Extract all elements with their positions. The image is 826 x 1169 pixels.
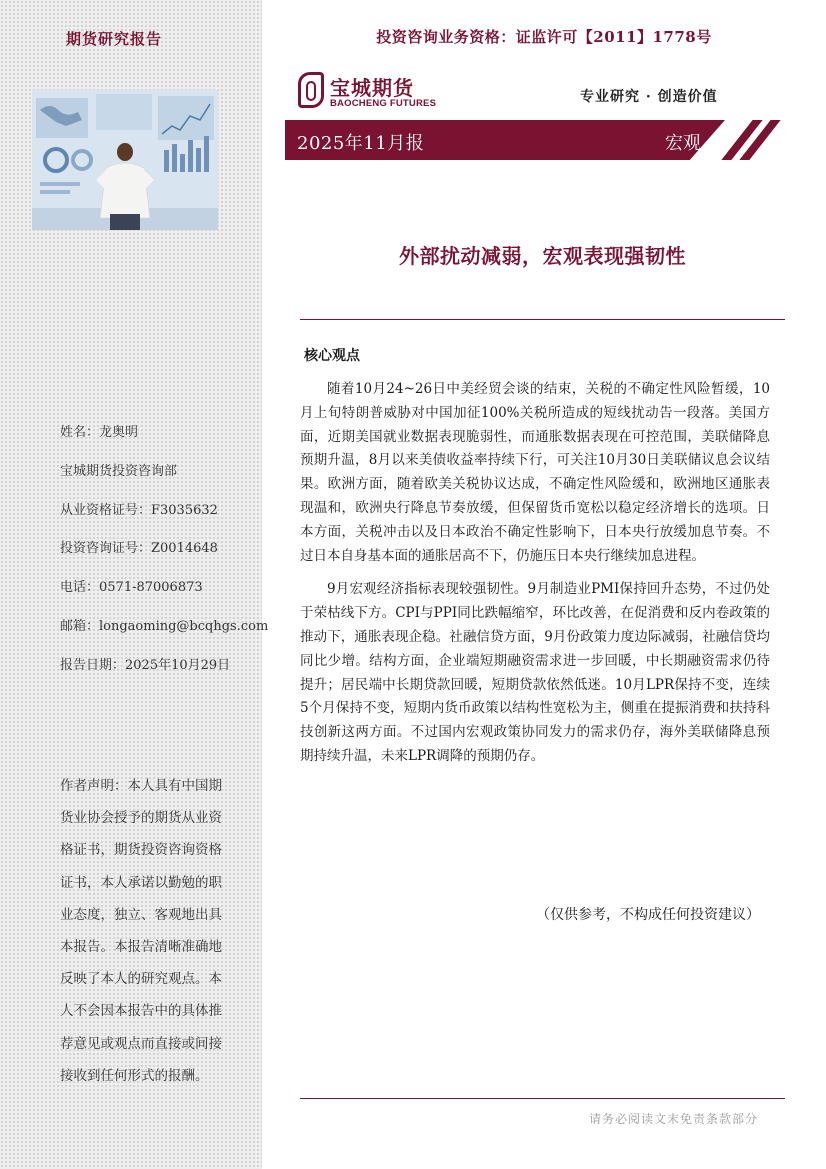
section-title: 核心观点 [304,348,360,364]
company-logo [298,72,438,112]
logo-text-en: BAOCHENG FUTURES [330,98,437,109]
article-headline: 外部扰动减弱，宏观表现强韧性 [399,244,686,268]
investment-disclaimer: （仅供参考，不构成任何投资建议） [536,907,760,923]
banner-type: 宏观 [665,133,701,154]
author-department: 宝城期货投资咨询部 [60,463,178,479]
author-info [60,422,268,694]
divider [300,319,785,320]
logo-mark-icon [298,72,324,108]
banner-date: 2025年11月报 [297,133,425,154]
analyst-dashboard-icon [32,90,218,230]
footer-note: 请务必阅读文末免责条款部分 [588,1112,758,1126]
article-body [300,378,770,779]
license-number: 从业资格证号：F3035632 [60,502,218,518]
author-name: 姓名：龙奥明 [60,425,139,440]
slogan: 专业研究 · 创造价值 [580,89,718,105]
phone: 电话：0571-87006873 [60,580,203,596]
paragraph: 9月宏观经济指标表现较强韧性。9月制造业PMI保持回升态势，不过仍处于荣枯线下方。CPI与PPI同比跌幅缩窄，环比改善，在促消费和反内卷政策的推动下，通胀表现企稳。社融信贷方面，9月份政策力度边际减弱，社融信贷均同比少增。结构方面，企业端短期融资需求进一步回暖，中长期融资需求仍待提升；居民端中长期贷款回暖，短期贷款依然低迷。10月LPR保持不变，连续5个月保持不变，短期内货币政策以结构性宽松为主，侧重在提振消费和扶持科技创新这两方面。不过国内宏观政策协同发力的需求仍存，海外美联储降息预期持续升温，未来LPR调降的预期仍存。 [300,581,770,764]
footer-divider [300,1098,785,1099]
advisory-number: 投资咨询证号：Z0014648 [60,541,218,557]
logo-text-cn: 宝城期货 [330,76,414,100]
paragraph: 随着10月24~26日中美经贸会谈的结束，关税的不确定性风险暂缓，10月上旬特朗普威胁对中国加征100%关税所造成的短线扰动告一段落。美国方面，近期美国就业数据表现脆弱性，而通胀数据表现在可控范围，美联储降息预期升温，8月以来美债收益率持续下行，可关注10月30日美联储议息会议结果。欧洲方面，随着欧美关税协议达成，不确定性风险缓和，欧洲地区通胀表现温和，欧洲央行降息节奏放缓，但保留货币宽松以稳定经济增长的选项。日本方面，关税冲击以及日本政治不确定性影响下，日本央行放缓加息节奏。不过日本自身基本面的通胀居高不下，仍施压日本央行继续加息进程。 [300,381,770,564]
sidebar [0,0,269,1169]
author-declaration: 作者声明：本人具有中国期货业协会授予的期货从业资格证书，期货投资咨询资格证书，本人承诺以勤勉的职业态度，独立、客观地出具本报告。本报告清晰准确地反映了本人的研究观点。本人不会因本报告中的具体推荐意见或观点而直接或间接接收到任何形式的报酬。 [60,778,222,1084]
sidebar-title: 期货研究报告 [66,30,163,48]
hero-image [32,90,218,230]
report-date: 报告日期：2025年10月29日 [60,657,231,673]
report-banner [285,120,785,160]
email[interactable]: 邮箱：longaoming@bcqhgs.com [60,618,269,634]
qualification-line: 投资咨询业务资格：证监许可【2011】1778号 [376,28,712,46]
